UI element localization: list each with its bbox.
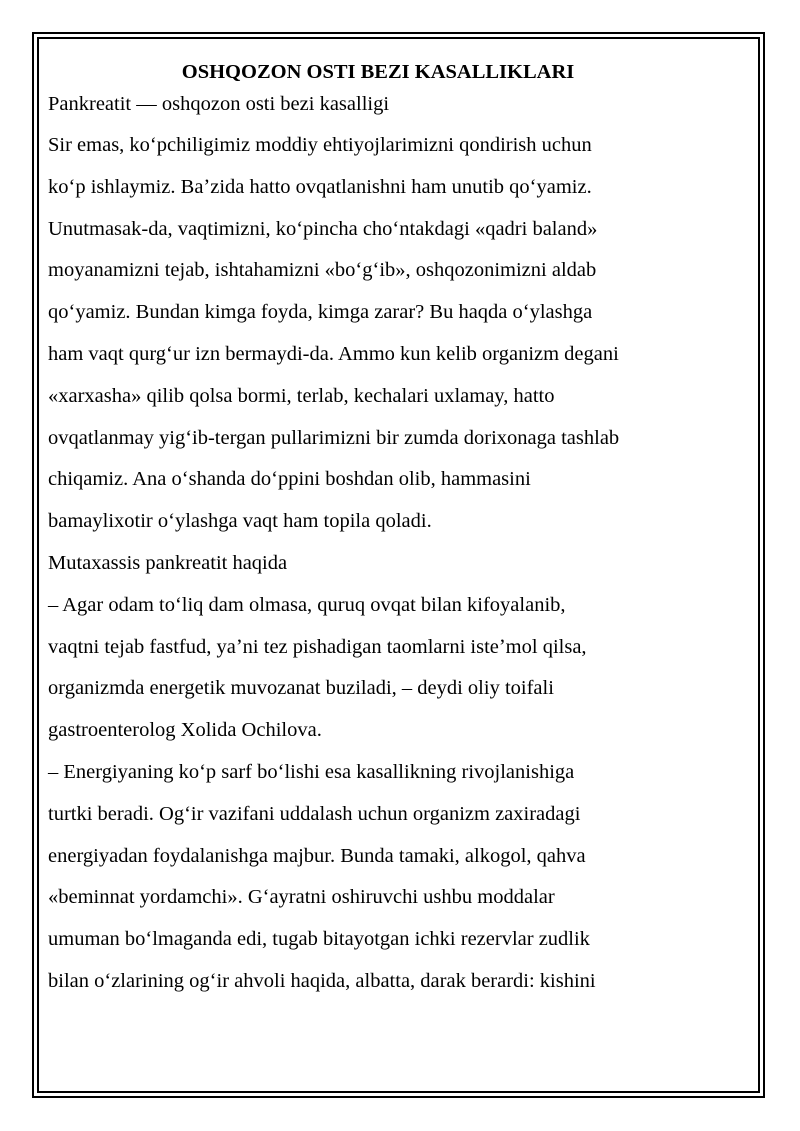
subheading-specialist: Mutaxassis pankreatit haqida bbox=[48, 551, 288, 574]
paragraph-line: gastroenterolog Xolida Ochilova. bbox=[48, 719, 322, 742]
paragraph-line: energiyadan foydalanishga majbur. Bunda tamaki, alkogol, qahva bbox=[48, 844, 586, 867]
paragraph-line: – Agar odam toʻliq dam olmasa, quruq ovqat bilan kifoyalanib, bbox=[48, 593, 566, 616]
document-title: OSHQOZON OSTI BEZI KASALLIKLARI bbox=[181, 61, 575, 83]
paragraph-line: umuman boʻlmaganda edi, tugab bitayotgan ichki rezervlar zudlik bbox=[48, 928, 590, 951]
subheading-pancreatitis: Pankreatit — oshqozon osti bezi kasalligi bbox=[48, 93, 390, 115]
paragraph-line: organizmda energetik muvozanat buziladi, – deydi oliy toifali bbox=[48, 677, 554, 700]
paragraph-line: vaqtni tejab fastfud, yaʼni tez pishadigan taomlarni isteʼmol qilsa, bbox=[48, 635, 587, 658]
paragraph-line: bamaylixotir oʻylashga vaqt ham topila qoladi. bbox=[48, 510, 432, 533]
paragraph-line: chiqamiz. Ana oʻshanda doʻppini boshdan olib, hammasini bbox=[48, 468, 531, 491]
paragraph-line: Sir emas, koʻpchiligimiz moddiy ehtiyojlarimizni qondirish uchun bbox=[48, 134, 592, 156]
paragraph-line: turtki beradi. Ogʻir vazifani uddalash uchun organizm zaxiradagi bbox=[48, 802, 581, 825]
paragraph-line: «beminnat yordamchi». Gʻayratni oshiruvchi ushbu moddalar bbox=[48, 886, 555, 909]
document-body bbox=[48, 56, 758, 1003]
paragraph-line: moyanamizni tejab, ishtahamizni «boʻgʻib», oshqozonimizni aldab bbox=[48, 259, 597, 282]
paragraph-line: bilan oʻzlarining ogʻir ahvoli haqida, albatta, darak berardi: kishini bbox=[48, 969, 596, 992]
paragraph-line: ovqatlanmay yigʻib-tergan pullarimizni bir zumda dorixonaga tashlab bbox=[48, 426, 620, 449]
paragraph-line: Unutmasak-da, vaqtimizni, koʻpincha choʻntakdagi «qadri baland» bbox=[48, 217, 598, 240]
paragraph-line: ham vaqt qurgʻur izn bermaydi-da. Ammo kun kelib organizm degani bbox=[48, 342, 619, 365]
paragraph-line: qoʻyamiz. Bundan kimga foyda, kimga zarar? Bu haqda oʻylashga bbox=[48, 301, 593, 324]
paragraph-line: – Energiyaning koʻp sarf boʻlishi esa kasallikning rivojlanishiga bbox=[48, 760, 575, 783]
paragraph-line: koʻp ishlaymiz. Baʼzida hatto ovqatlanishni ham unutib qoʻyamiz. bbox=[48, 175, 592, 198]
paragraph-line: «xarxasha» qilib qolsa bormi, terlab, kechalari uxlamay, hatto bbox=[48, 384, 555, 407]
